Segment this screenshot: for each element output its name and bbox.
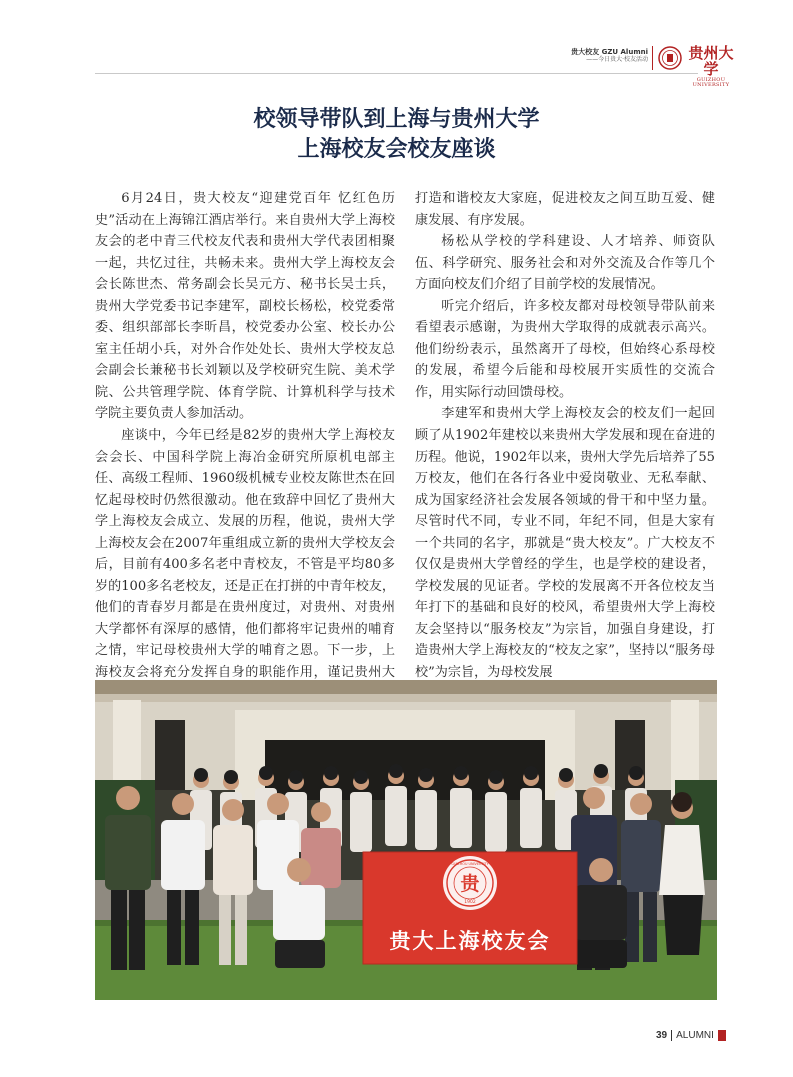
banner-text: 贵大上海校友会: [389, 928, 551, 953]
header-slogan: ——今日贵大·校友活动: [586, 56, 648, 64]
footer-red-block: [718, 1030, 726, 1041]
group-photo: [95, 680, 717, 1000]
banner-emblem-ring-text: GUIZHOU UNIVERSITY: [451, 862, 489, 866]
paragraph: 李建军和贵州大学上海校友会的校友们一起回顾了从1902年建校以来贵州大学发展和现在奋进的历程。他说，1902年以来，贵州大学先后培养了55万校友，他们在各行各业中爱岗敬业、无私奉献、成为国家经济社会发展各领域的骨干和中坚力量。尽管时代不同，专业不同，年纪不同，但是大家有一个共同的名字，那就是“贵大校友”。广大校友不仅仅是贵州大学曾经的学生，也是学校的建设者，学校发展的见证者。学校的发展离不开各位校友当年打下的基础和良好的校风，希望贵州大学上海校友会坚持以“服务校友”为宗旨，加强自身建设，打造贵州大学上海校友的“校友之家”，坚持以“服务母校”为宗旨，为母校发展: [415, 406, 715, 681]
banner-emblem-text: 贵: [460, 873, 480, 895]
article-column-left: [95, 188, 395, 705]
paragraph: 座谈中，今年已经是82岁的贵州大学上海校友会会长、中国科学院上海冶金研究所原机电部主任、高级工程师、1960级机械专业校友陈世杰在回忆起母校时仍然很激动。他在致辞中回忆了贵州大学上海校友会成立、发展的历程，他说，贵州大学上海校友会在2007年重组成立新的贵州大学校友会后，目前有400多名老中青校友，不管是平均80多岁的100多名老校友，还是正在打拼的中青年校友，他们的青春岁月都是在贵州度过，对贵州、对贵州大学都怀有深厚的感情，他们都将牢记贵州的哺育之情，牢记母校贵州大学的哺育之恩。下一步，上海校友会将充分发挥自身的职能作用，谨记贵州大: [95, 428, 395, 681]
banner-emblem-year: 1902: [464, 900, 476, 905]
article-column-right: [415, 188, 715, 684]
article-title-line-2: 上海校友会校友座谈: [297, 136, 496, 162]
footer-separator: [671, 1030, 672, 1041]
article-title: [95, 104, 698, 164]
university-name: [686, 46, 736, 88]
alumni-banner: [363, 852, 577, 964]
header-rule: [95, 73, 698, 74]
page-footer: [656, 1030, 726, 1041]
alumni-label: 贵大校友 GZU Alumni: [571, 48, 648, 56]
paragraph: 听完介绍后，许多校友都对母校领导带队前来看望表示感谢，为贵州大学取得的成就表示高兴。他们纷纷表示，虽然离开了母校，但始终心系母校的发展，希望今后能和母校展开实质性的交流合作，用实际行动回馈母校。: [415, 298, 715, 400]
paragraph: 杨松从学校的学科建设、人才培养、师资队伍、科学研究、服务社会和对外交流及合作等几个方面向校友们介绍了目前学校的发展情况。: [415, 234, 715, 293]
header-divider: [652, 46, 653, 70]
university-name-en: GUIZHOU UNIVERSITY: [692, 76, 730, 88]
university-logo-icon: [658, 46, 682, 70]
paragraph: 6月24日，贵大校友“迎建党百年 忆红色历史”活动在上海锦江酒店举行。来自贵州大学上海校友会的老中青三代校友代表和贵州大学代表团相聚一起，共忆过往，共畅未来。贵州大学上海校友会会长陈世杰、常务副会长吴元方、秘书长吴士兵，贵州大学党委书记李建军，副校长杨松，校党委常委、组织部部长李昕昌，校党委办公室、校长办公室主任胡小兵，对外合作处处长、贵州大学校友总会副会长兼秘书长刘颖以及学校研究生院、美术学院、公共管理学院、体育学院、计算机科学与技术学院主要负责人参加活动。: [95, 191, 395, 422]
group-photo-illustration: [95, 680, 717, 1000]
university-name-cn: 贵州大学: [688, 44, 734, 78]
header-alumni-block: [570, 48, 648, 64]
footer-section-label: ALUMNI: [676, 1030, 714, 1041]
page-number: 39: [656, 1030, 668, 1041]
article-title-line-1: 校领导带队到上海与贵州大学: [253, 106, 540, 132]
paragraph-continued: 打造和谐校友大家庭，促进校友之间互助互爱、健康发展、有序发展。: [415, 191, 715, 228]
